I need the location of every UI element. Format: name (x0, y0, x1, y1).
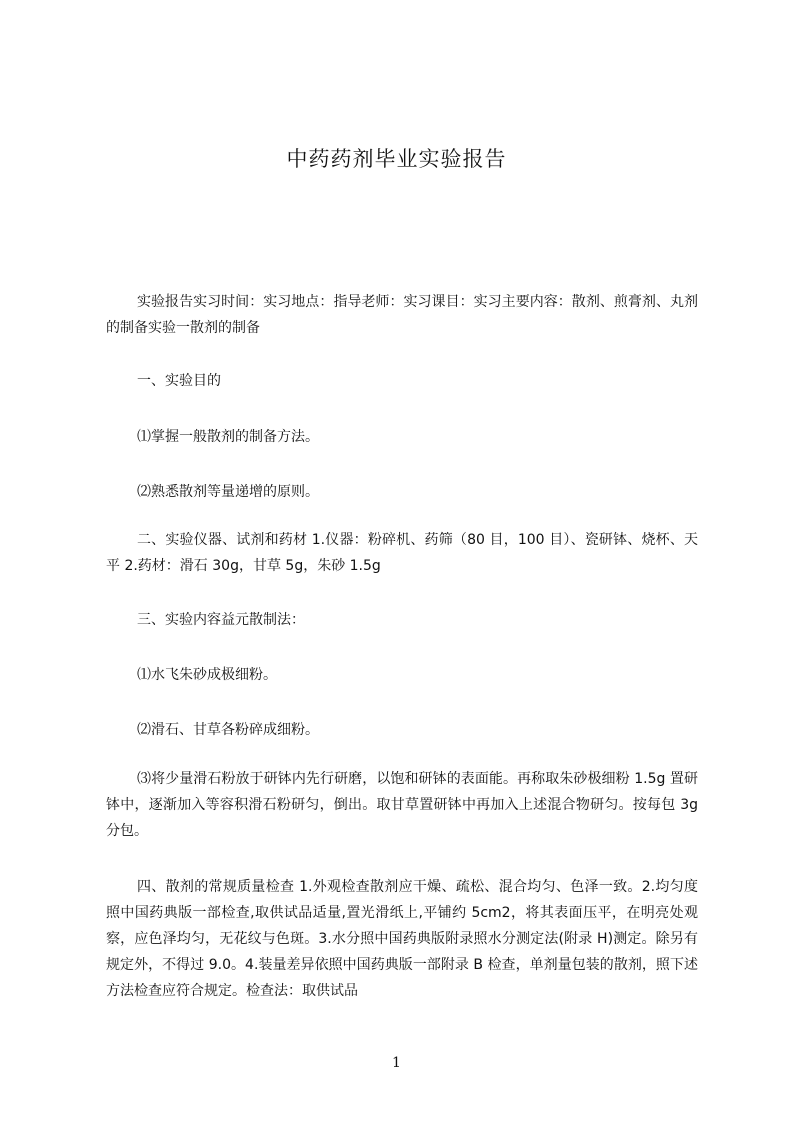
section-quality-check: 四、散剂的常规质量检查 1.外观检查散剂应干燥、疏松、混合均匀、色泽一致。2.均匀度照中国药典版一部检查,取供试品适量,置光滑纸上,平铺约 5cm2，将其表面压平，在明亮处观察，应色泽均匀，无花纹与色斑。3.水分照中国药典版附录照水分测定法(附录 H)测定。除另有规定外，不得过 9.0。4.装量差异依照中国药典版一部附录 B 检查，单剂量包装的散剂，照下述方法检查应符合规定。检查法：取供试品 (106, 879, 698, 999)
section-heading-content: 三、实验内容益元散制法： (137, 612, 305, 628)
page-number: 1 (392, 1055, 401, 1071)
objective-item-2: ⑵熟悉散剂等量递增的原则。 (137, 484, 319, 500)
section-heading-objectives: 一、实验目的 (137, 373, 221, 389)
content-item-3: ⑶将少量滑石粉放于研钵内先行研磨，以饱和研钵的表面能。再称取朱砂极细粉 1.5g 置研钵中，逐渐加入等容积滑石粉研匀，倒出。取甘草置研钵中再加入上述混合物研匀。按每包 3g 分包。 (106, 771, 698, 839)
content-item-2: ⑵滑石、甘草各粉碎成细粉。 (137, 722, 319, 738)
paragraph-intro: 实验报告实习时间：实习地点：指导老师：实习课目：实习主要内容：散剂、煎膏剂、丸剂的制备实验一散剂的制备 (106, 294, 698, 336)
section-instruments: 二、实验仪器、试剂和药材 1.仪器：粉碎机、药筛（80 目，100 目）、瓷研钵、烧杯、天平 2.药材：滑石 30g，甘草 5g，朱砂 1.5g (106, 532, 698, 574)
document-title: 中药药剂毕业实验报告 (286, 147, 507, 171)
objective-item-1: ⑴掌握一般散剂的制备方法。 (137, 429, 319, 445)
content-item-1: ⑴水飞朱砂成极细粉。 (137, 667, 277, 683)
